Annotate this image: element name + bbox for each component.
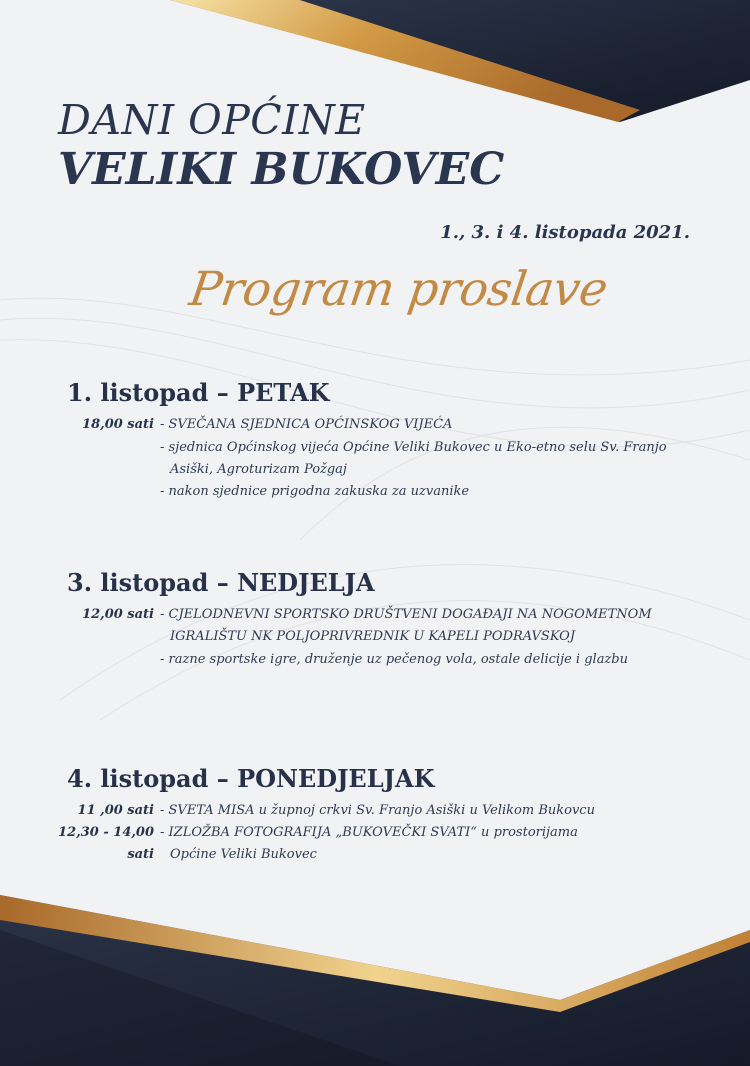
entry-line: Općine Veliki Bukovec [170, 847, 317, 862]
entry-line: - SVEČANA SJEDNICA OPĆINSKOG VIJEĆA [160, 417, 453, 432]
entry-time: 12,30 - 14,00 [58, 825, 154, 840]
day-heading-3: 4. listopad – PONEDJELJAK [67, 764, 435, 793]
entry-line: - IZLOŽBA FOTOGRAFIJA „BUKOVEČKI SVATI“ u prostorijama [160, 825, 578, 840]
entry-line: - SVETA MISA u župnoj crkvi Sv. Franjo Asiški u Velikom Bukovcu [160, 803, 595, 818]
entry-line: Asiški, Agroturizam Požgaj [170, 462, 347, 477]
day-heading-1: 1. listopad – PETAK [67, 378, 330, 407]
entry-time: 11 ,00 sati [77, 803, 154, 818]
entry-line: IGRALIŠTU NK POLJOPRIVREDNIK U KAPELI PODRAVSKOJ [170, 629, 576, 644]
program-heading: Program proslave [186, 262, 611, 317]
entry-time: 18,00 sati [82, 417, 154, 432]
entry-time: 12,00 sati [82, 607, 154, 622]
entry-line: - razne sportske igre, druženje uz pečenog vola, ostale delicije i glazbu [160, 652, 628, 667]
title-line-2: VELIKI BUKOVEC [58, 144, 505, 195]
entry-line: - nakon sjednice prigodna zakuska za uzvanike [160, 484, 470, 499]
day-heading-2: 3. listopad – NEDJELJA [67, 568, 375, 597]
event-dates: 1., 3. i 4. listopada 2021. [440, 222, 690, 243]
entry-time-suffix: sati [127, 847, 154, 862]
entry-line: - CJELODNEVNI SPORTSKO DRUŠTVENI DOGAĐAJI NA NOGOMETNOM [160, 607, 652, 622]
entry-line: - sjednica Općinskog vijeća Općine Veliki Bukovec u Eko-etno selu Sv. Franjo [160, 440, 667, 455]
title-line-1: DANI OPĆINE [58, 96, 366, 144]
